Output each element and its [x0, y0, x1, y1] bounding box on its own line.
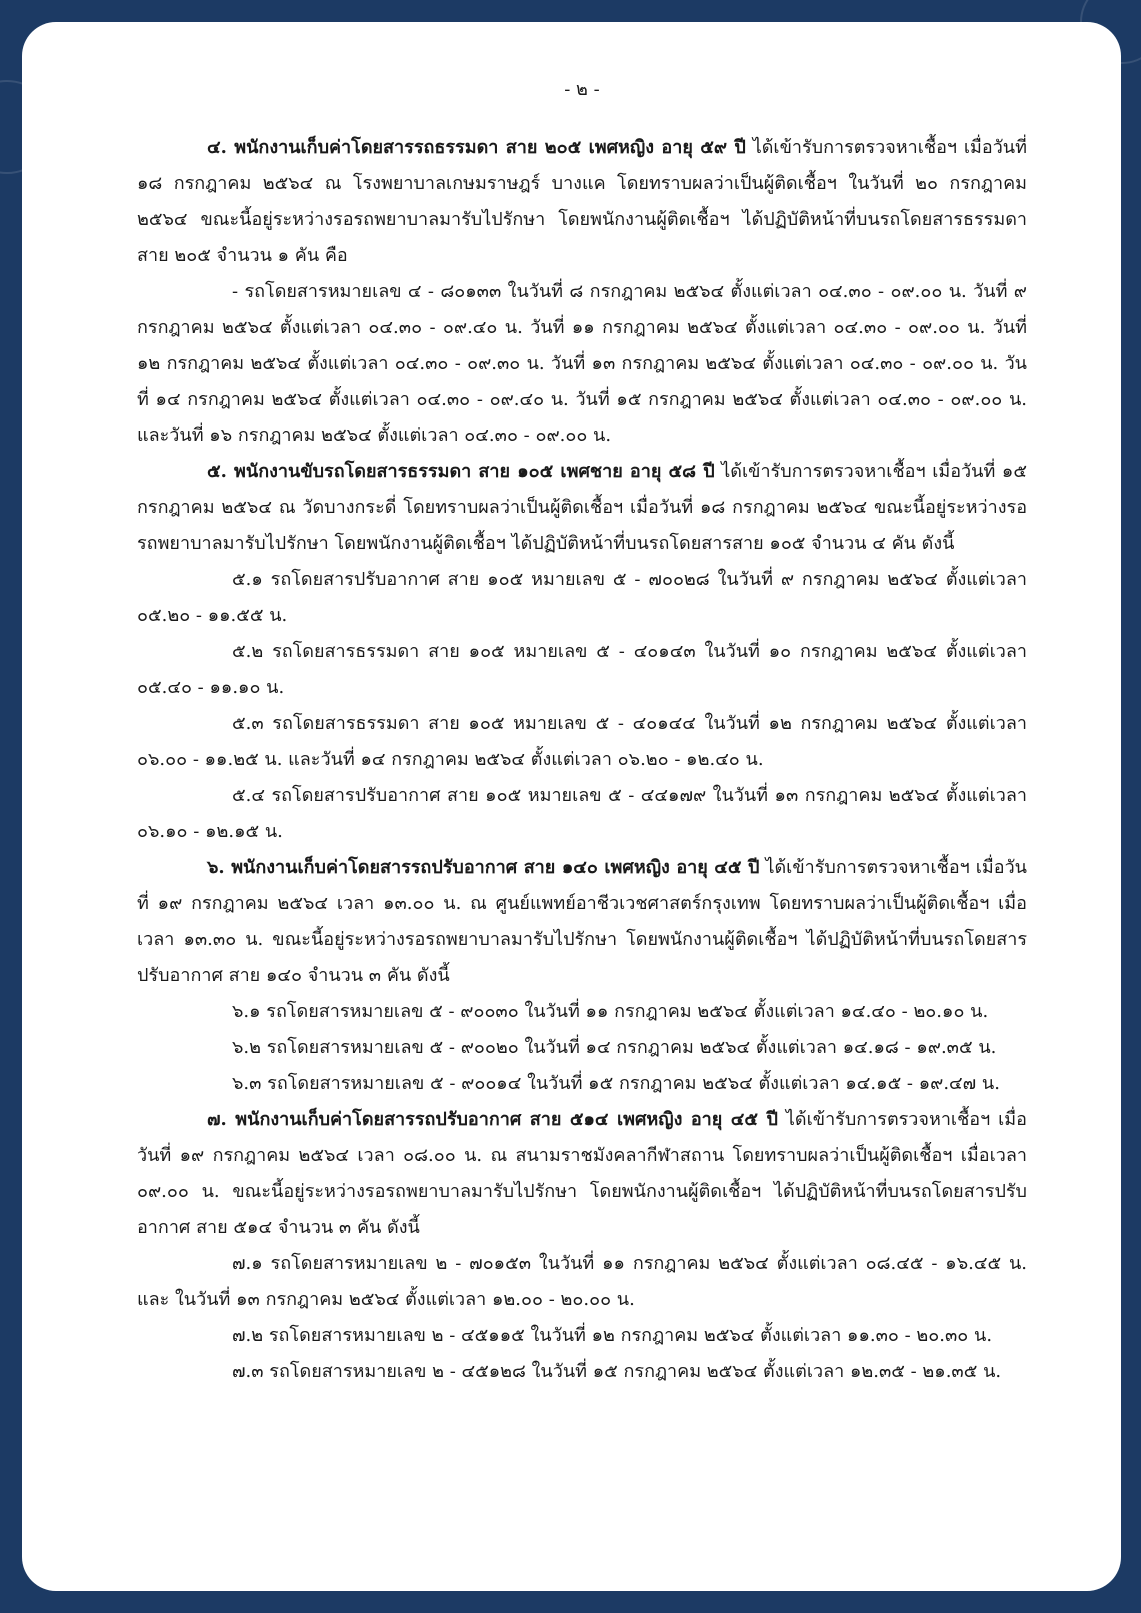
section-4-body: ได้เข้ารับการตรวจหาเชื้อฯ เมื่อวันที่ ๑๘ กรกฎาคม ๒๕๖๔ ณ โรงพยาบาลเกษมราษฎร์ บางแค โดยทราบผลว่าเป็นผู้ติดเชื้อฯ ในวันที่ ๒๐ กรกฎาคม ๒๕๖๔ ขณะนี้อยู่ระหว่างรอรถพยาบาลมารับไปรักษา โดยพนักงานผู้ติดเชื้อฯ ได้ปฏิบัติหน้าที่บนรถโดยสารธรรมดา สาย ๒๐๕ จำนวน ๑ คัน คือ — [137, 137, 1027, 266]
section-7-body: ได้เข้ารับการตรวจหาเชื้อฯ เมื่อวันที่ ๑๙ กรกฎาคม ๒๕๖๔ เวลา ๐๘.๐๐ น. ณ สนามราชมังคลากีฬาสถาน โดยทราบผลว่าเป็นผู้ติดเชื้อฯ เมื่อเวลา ๐๙.๐๐ น. ขณะนี้อยู่ระหว่างรอรถพยาบาลมารับไปรักษา โดยพนักงานผู้ติดเชื้อฯ ได้ปฏิบัติหน้าที่บนรถโดยสารปรับอากาศ สาย ๕๑๔ จำนวน ๓ คัน ดังนี้ — [137, 1109, 1027, 1238]
section-6-item-1: ๖.๑ รถโดยสารหมายเลข ๕ - ๙๐๐๓๐ ในวันที่ ๑๑ กรกฎาคม ๒๕๖๔ ตั้งแต่เวลา ๑๔.๔๐ - ๒๐.๑๐ น. — [232, 1001, 989, 1022]
section-6-body: ได้เข้ารับการตรวจหาเชื้อฯ เมื่อวันที่ ๑๙ กรกฎาคม ๒๕๖๔ เวลา ๑๓.๐๐ น. ณ ศูนย์แพทย์อาชีวเวชศาสตร์กรุงเทพ โดยทราบผลว่าเป็นผู้ติดเชื้อฯ เมื่อเวลา ๑๓.๓๐ น. ขณะนี้อยู่ระหว่างรอรถพยาบาลมารับไปรักษา โดยพนักงานผู้ติดเชื้อฯ ได้ปฏิบัติหน้าที่บนรถโดยสารปรับอากาศ สาย ๑๔๐ จำนวน ๓ คัน ดังนี้ — [137, 857, 1027, 986]
section-5-heading: ๕. พนักงานขับรถโดยสารธรรมดา สาย ๑๐๕ เพศชาย อายุ ๕๘ ปี — [207, 461, 715, 482]
section-6-item-3: ๖.๓ รถโดยสารหมายเลข ๕ - ๙๐๐๑๔ ในวันที่ ๑๕ กรกฎาคม ๒๕๖๔ ตั้งแต่เวลา ๑๔.๑๕ - ๑๙.๔๗ น. — [232, 1073, 1000, 1094]
section-7-paragraph — [137, 1102, 1027, 1246]
section-6-paragraph — [137, 850, 1027, 994]
section-5-item-1: ๕.๑ รถโดยสารปรับอากาศ สาย ๑๐๕ หมายเลข ๕ - ๗๐๐๒๘ ในวันที่ ๙ กรกฎาคม ๒๕๖๔ ตั้งแต่เวลา ๐๕.๒๐ - ๑๑.๕๕ น. — [137, 569, 1027, 626]
section-5-paragraph — [137, 454, 1027, 562]
section-5-item-3: ๕.๓ รถโดยสารธรรมดา สาย ๑๐๕ หมายเลข ๕ - ๔๐๑๔๔ ในวันที่ ๑๒ กรกฎาคม ๒๕๖๔ ตั้งแต่เวลา ๐๖.๐๐ - ๑๑.๒๕ น. และวันที่ ๑๔ กรกฎาคม ๒๕๖๔ ตั้งแต่เวลา ๐๖.๒๐ - ๑๒.๔๐ น. — [137, 713, 1027, 770]
section-6-item-2: ๖.๒ รถโดยสารหมายเลข ๕ - ๙๐๐๒๐ ในวันที่ ๑๔ กรกฎาคม ๒๕๖๔ ตั้งแต่เวลา ๑๔.๑๘ - ๑๙.๓๕ น. — [232, 1037, 997, 1058]
section-4-paragraph — [137, 130, 1027, 274]
section-4-heading: ๔. พนักงานเก็บค่าโดยสารรถธรรมดา สาย ๒๐๕ เพศหญิง อายุ ๕๙ ปี — [207, 137, 746, 158]
document-page — [22, 22, 1121, 1591]
section-5-item-2: ๕.๒ รถโดยสารธรรมดา สาย ๑๐๕ หมายเลข ๕ - ๔๐๑๔๓ ในวันที่ ๑๐ กรกฎาคม ๒๕๖๔ ตั้งแต่เวลา ๐๕.๔๐ - ๑๑.๑๐ น. — [137, 641, 1027, 698]
section-4-item: - รถโดยสารหมายเลข ๔ - ๘๐๑๓๓ ในวันที่ ๘ กรกฎาคม ๒๕๖๔ ตั้งแต่เวลา ๐๔.๓๐ - ๐๙.๐๐ น. วันที่ ๙ กรกฎาคม ๒๕๖๔ ตั้งแต่เวลา ๐๔.๓๐ - ๐๙.๔๐ น. วันที่ ๑๑ กรกฎาคม ๒๕๖๔ ตั้งแต่เวลา ๐๔.๓๐ - ๐๙.๐๐ น. วันที่ ๑๒ กรกฎาคม ๒๕๖๔ ตั้งแต่เวลา ๐๔.๓๐ - ๐๙.๓๐ น. วันที่ ๑๓ กรกฎาคม ๒๕๖๔ ตั้งแต่เวลา ๐๔.๓๐ - ๐๙.๐๐ น. วันที่ ๑๔ กรกฎาคม ๒๕๖๔ ตั้งแต่เวลา ๐๔.๓๐ - ๐๙.๔๐ น. วันที่ ๑๕ กรกฎาคม ๒๕๖๔ ตั้งแต่เวลา ๐๔.๓๐ - ๐๙.๐๐ น. และวันที่ ๑๖ กรกฎาคม ๒๕๖๔ ตั้งแต่เวลา ๐๔.๓๐ - ๐๙.๐๐ น. — [137, 281, 1027, 446]
document-content — [137, 72, 1027, 1390]
section-7-item-1: ๗.๑ รถโดยสารหมายเลข ๒ - ๗๐๑๕๓ ในวันที่ ๑๑ กรกฎาคม ๒๕๖๔ ตั้งแต่เวลา ๐๘.๔๕ - ๑๖.๔๕ น. และ ในวันที่ ๑๓ กรกฎาคม ๒๕๖๔ ตั้งแต่เวลา ๑๒.๐๐ - ๒๐.๐๐ น. — [137, 1253, 1028, 1310]
section-7-item-2: ๗.๒ รถโดยสารหมายเลข ๒ - ๔๕๑๑๕ ในวันที่ ๑๒ กรกฎาคม ๒๕๖๔ ตั้งแต่เวลา ๑๑.๓๐ - ๒๐.๓๐ น. — [232, 1325, 993, 1346]
section-7-heading: ๗. พนักงานเก็บค่าโดยสารรถปรับอากาศ สาย ๕๑๔ เพศหญิง อายุ ๔๕ ปี — [207, 1109, 778, 1130]
section-5-body: ได้เข้ารับการตรวจหาเชื้อฯ เมื่อวันที่ ๑๕ กรกฎาคม ๒๕๖๔ ณ วัดบางกระดี่ โดยทราบผลว่าเป็นผู้ติดเชื้อฯ เมื่อวันที่ ๑๘ กรกฎาคม ๒๕๖๔ ขณะนี้อยู่ระหว่างรอรถพยาบาลมารับไปรักษา โดยพนักงานผู้ติดเชื้อฯ ได้ปฏิบัติหน้าที่บนรถโดยสารสาย ๑๐๕ จำนวน ๔ คัน ดังนี้ — [137, 461, 1027, 554]
section-6-heading: ๖. พนักงานเก็บค่าโดยสารรถปรับอากาศ สาย ๑๔๐ เพศหญิง อายุ ๔๕ ปี — [207, 857, 760, 878]
section-7-item-3: ๗.๓ รถโดยสารหมายเลข ๒ - ๔๕๑๒๘ ในวันที่ ๑๕ กรกฎาคม ๒๕๖๔ ตั้งแต่เวลา ๑๒.๓๕ - ๒๑.๓๕ น. — [232, 1361, 1002, 1382]
page-number: - ๒ - — [564, 79, 600, 100]
section-5-item-4: ๕.๔ รถโดยสารปรับอากาศ สาย ๑๐๕ หมายเลข ๕ - ๔๔๑๗๙ ในวันที่ ๑๓ กรกฎาคม ๒๕๖๔ ตั้งแต่เวลา ๐๖.๑๐ - ๑๒.๑๕ น. — [137, 785, 1027, 842]
